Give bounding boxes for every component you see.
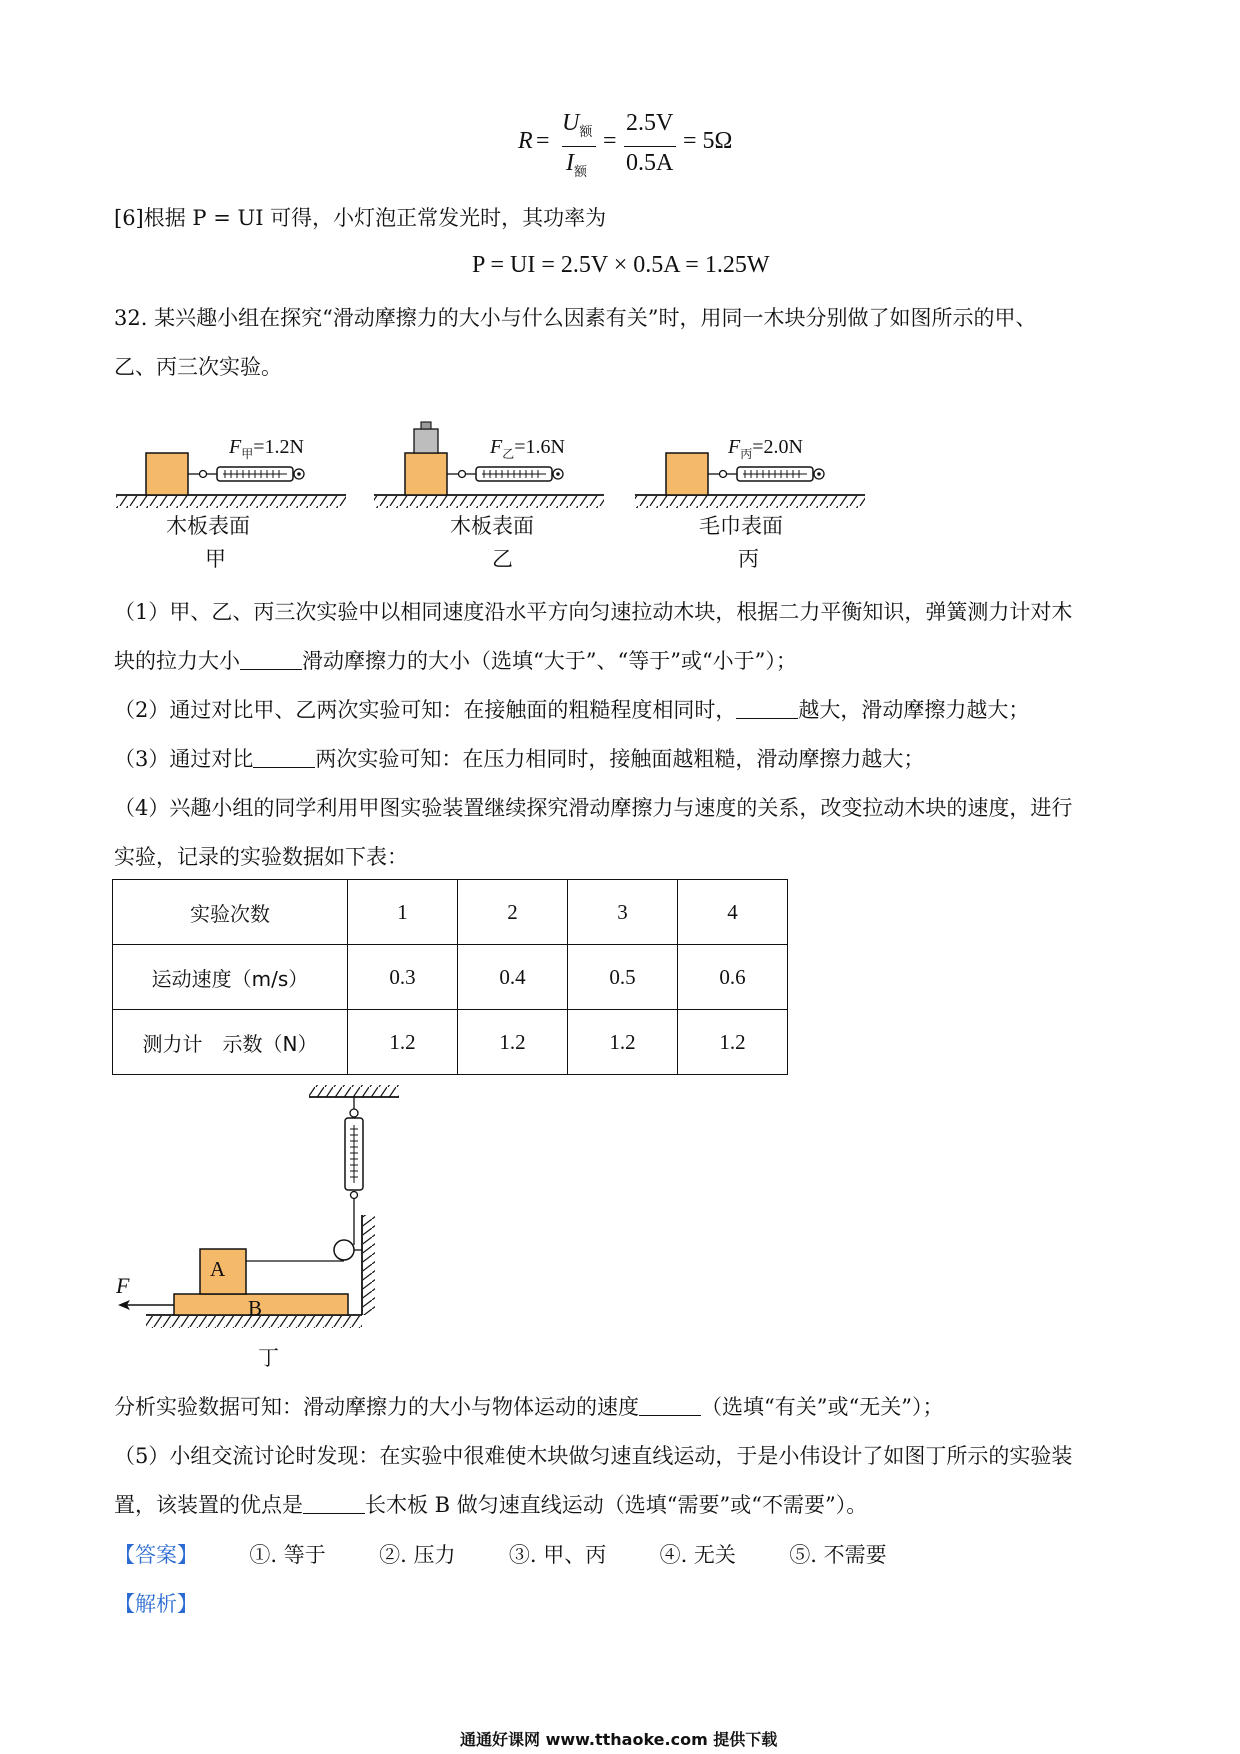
figure-name-ding: 丁 [258,1346,279,1370]
answer-item: ③. 甲、丙 [508,1543,607,1567]
part4-line1: （4）兴趣小组的同学利用甲图实验装置继续探究滑动摩擦力与速度的关系，改变拉动木块的速度，进行 [114,796,1073,820]
formula-num: 2.5V [626,110,674,136]
table-row [113,945,788,1010]
table-row [113,880,788,945]
answer-label: 【答案】 [114,1543,198,1567]
table-cell: 0.3 [348,945,458,1010]
figure-name-yi: 乙 [492,547,513,571]
figure-name-jia: 甲 [205,547,226,571]
table-cell: 0.5 [568,945,678,1010]
blank-3 [253,747,315,768]
table-cell: 3 [568,880,678,945]
table-row-label: 运动速度（m/s） [113,945,348,1010]
part4-line2: 实验，记录的实验数据如下表： [114,845,408,869]
table-cell: 1 [348,880,458,945]
answer-item: ④. 无关 [659,1543,736,1567]
surface-label-jia: 木板表面 [166,514,250,538]
analysis-line: 分析实验数据可知：滑动摩擦力的大小与物体运动的速度 （选填“有关”或“无关”）； [114,1395,944,1419]
figure-yi [374,422,604,508]
part5-line2: 置，该装置的优点是 长木板 B 做匀速直线运动（选填“需要”或“不需要”）。 [114,1493,868,1517]
block-b-label: B [248,1296,263,1320]
table-row-label: 测力计 示数（N） [113,1010,348,1075]
table-cell: 1.2 [348,1010,458,1075]
force-label-jia: $F_甲=1.2N$ [229,436,304,461]
table-cell: 4 [678,880,788,945]
blank-5 [303,1493,365,1514]
data-table [112,879,788,1075]
formula-i: $I_额$ [566,150,588,179]
figure-name-bing: 丙 [738,547,759,571]
formula-u: $U_额$ [562,110,593,139]
table-cell: 2 [458,880,568,945]
table-cell: 0.4 [458,945,568,1010]
step6-text: [6]根据 P = UI 可得，小灯泡正常发光时，其功率为 [114,206,607,230]
blank-4 [639,1395,701,1416]
formula-eq1: = [536,128,550,154]
force-f-label: F [116,1273,130,1298]
resistance-formula [518,106,738,186]
part1-line1: （1）甲、乙、丙三次实验中以相同速度沿水平方向匀速拉动木块，根据二力平衡知识，弹簧测力计对木 [114,600,1073,624]
table-cell: 1.2 [458,1010,568,1075]
analysis-label: 【解析】 [114,1592,198,1616]
table-cell: 1.2 [678,1010,788,1075]
part2-line: （2）通过对比甲、乙两次实验可知：在接触面的粗糙程度相同时， 越大，滑动摩擦力越大； [114,698,1030,722]
force-label-bing: $F_丙=2.0N$ [728,436,803,461]
question32-line2: 乙、丙三次实验。 [114,355,282,379]
surface-label-bing: 毛巾表面 [699,514,783,538]
answer-item: ①. 等于 [249,1543,326,1567]
power-formula: P = UI = 2.5V × 0.5A = 1.25W [472,252,770,278]
table-cell: 0.6 [678,945,788,1010]
formula-result: = 5Ω [683,128,733,154]
force-label-yi: $F_乙=1.6N$ [490,436,565,461]
answer-item: ②. 压力 [379,1543,456,1567]
formula-eq2: = [603,128,617,154]
answer-item: ⑤. 不需要 [789,1543,887,1567]
table-row [113,1010,788,1075]
blank-2 [736,698,798,719]
block-a-label: A [210,1257,226,1281]
part1-line2: 块的拉力大小 滑动摩擦力的大小（选填“大于”、“等于”或“小于”）； [114,649,797,673]
surface-label-yi: 木板表面 [450,514,534,538]
page-footer: 通通好课网 www.tthaoke.com 提供下载 [460,1730,778,1749]
formula-den: 0.5A [626,150,674,176]
formula-r: R [518,128,533,154]
question32-line1: 32. 某兴趣小组在探究“滑动摩擦力的大小与什么因素有关”时，用同一木块分别做了如图所示的甲、 [114,306,1037,330]
table-cell: 1.2 [568,1010,678,1075]
part5-line1: （5）小组交流讨论时发现：在实验中很难使木块做匀速直线运动，于是小伟设计了如图丁所示的实验装 [114,1444,1073,1468]
blank-1 [240,649,302,670]
answer-line [114,1540,887,1570]
table-header-cell: 实验次数 [113,880,348,945]
part3-line: （3）通过对比 两次实验可知：在压力相同时，接触面越粗糙，滑动摩擦力越大； [114,747,925,771]
